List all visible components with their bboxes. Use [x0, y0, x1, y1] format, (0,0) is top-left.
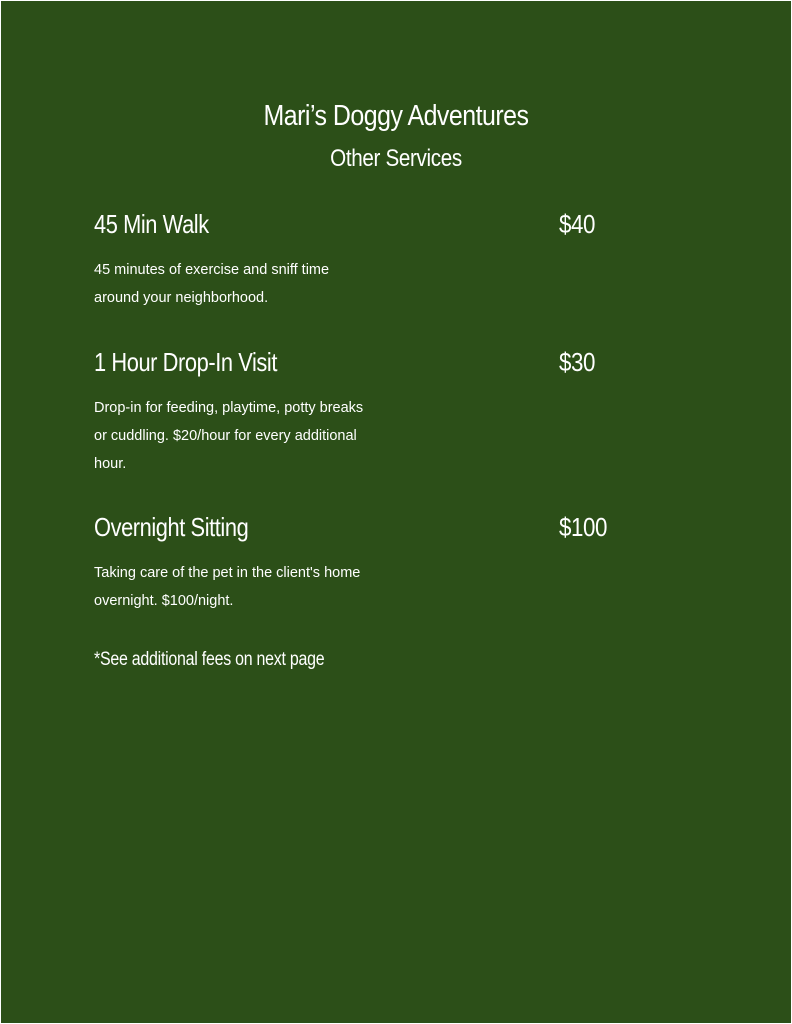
footnote: *See additional fees on next page: [94, 649, 325, 670]
page-subtitle: Other Services: [330, 145, 462, 172]
service-price: $30: [559, 347, 596, 377]
service-name: 1 Hour Drop-In Visit: [94, 347, 277, 377]
service-description: Taking care of the pet in the client's home overnight. $100/night.: [94, 565, 361, 609]
service-price: $100: [559, 512, 608, 542]
service-name: 45 Min Walk: [94, 209, 209, 239]
service-price: $40: [559, 209, 596, 239]
document-page: [1, 1, 791, 1023]
page-title: Mari’s Doggy Adventures: [263, 100, 529, 132]
service-name: Overnight Sitting: [94, 512, 249, 542]
service-description: Drop-in for feeding, playtime, potty breaks or cuddling. $20/hour for every additional hour.: [94, 400, 364, 472]
service-description: 45 minutes of exercise and sniff time around your neighborhood.: [94, 262, 330, 306]
